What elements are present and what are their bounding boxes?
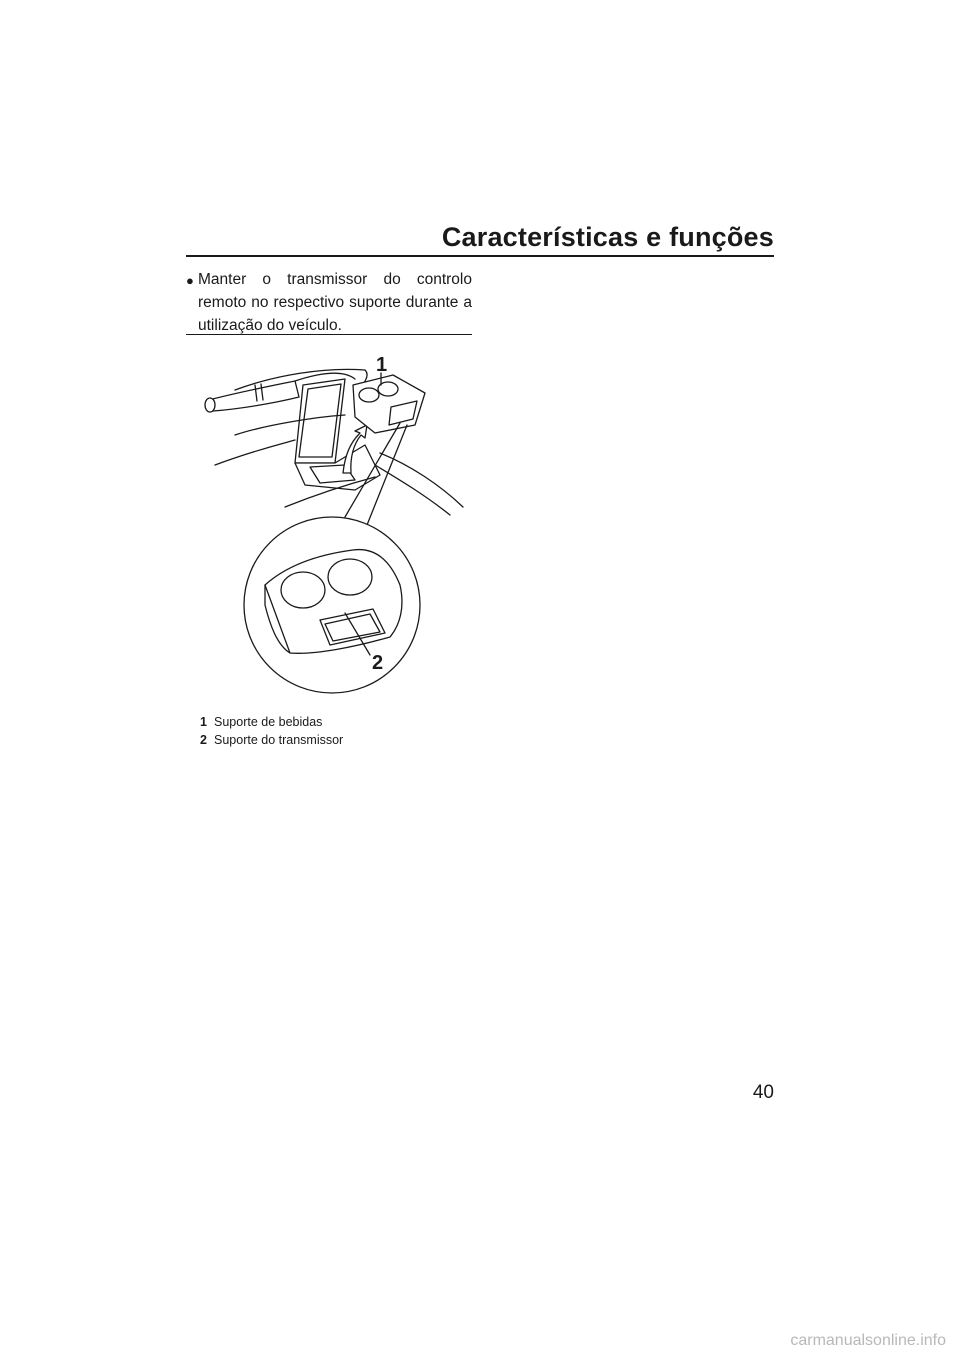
section-divider (186, 334, 472, 335)
bullet-item (186, 268, 472, 337)
legend-label: Suporte de bebidas (214, 715, 323, 729)
callout-1: 1 (376, 354, 388, 376)
page-number: 40 (752, 1082, 774, 1103)
legend-item (200, 713, 343, 731)
bullet-text: Manter o transmissor do controlo remoto no respectivo suporte durante a utilização do veículo. (198, 271, 472, 334)
callout-2: 2 (372, 652, 384, 674)
legend-number: 1 (200, 715, 207, 729)
page-title: Características e funções (441, 222, 774, 252)
body-text (186, 268, 472, 337)
legend-label: Suporte do transmissor (214, 733, 344, 747)
figure-legend (200, 713, 343, 749)
cup-holder-illustration (195, 345, 475, 695)
bullet-icon: ● (186, 273, 194, 288)
watermark: carmanualsonline.info (790, 1332, 946, 1349)
header-divider (186, 255, 774, 257)
legend-item (200, 731, 343, 749)
legend-number: 2 (200, 733, 207, 747)
